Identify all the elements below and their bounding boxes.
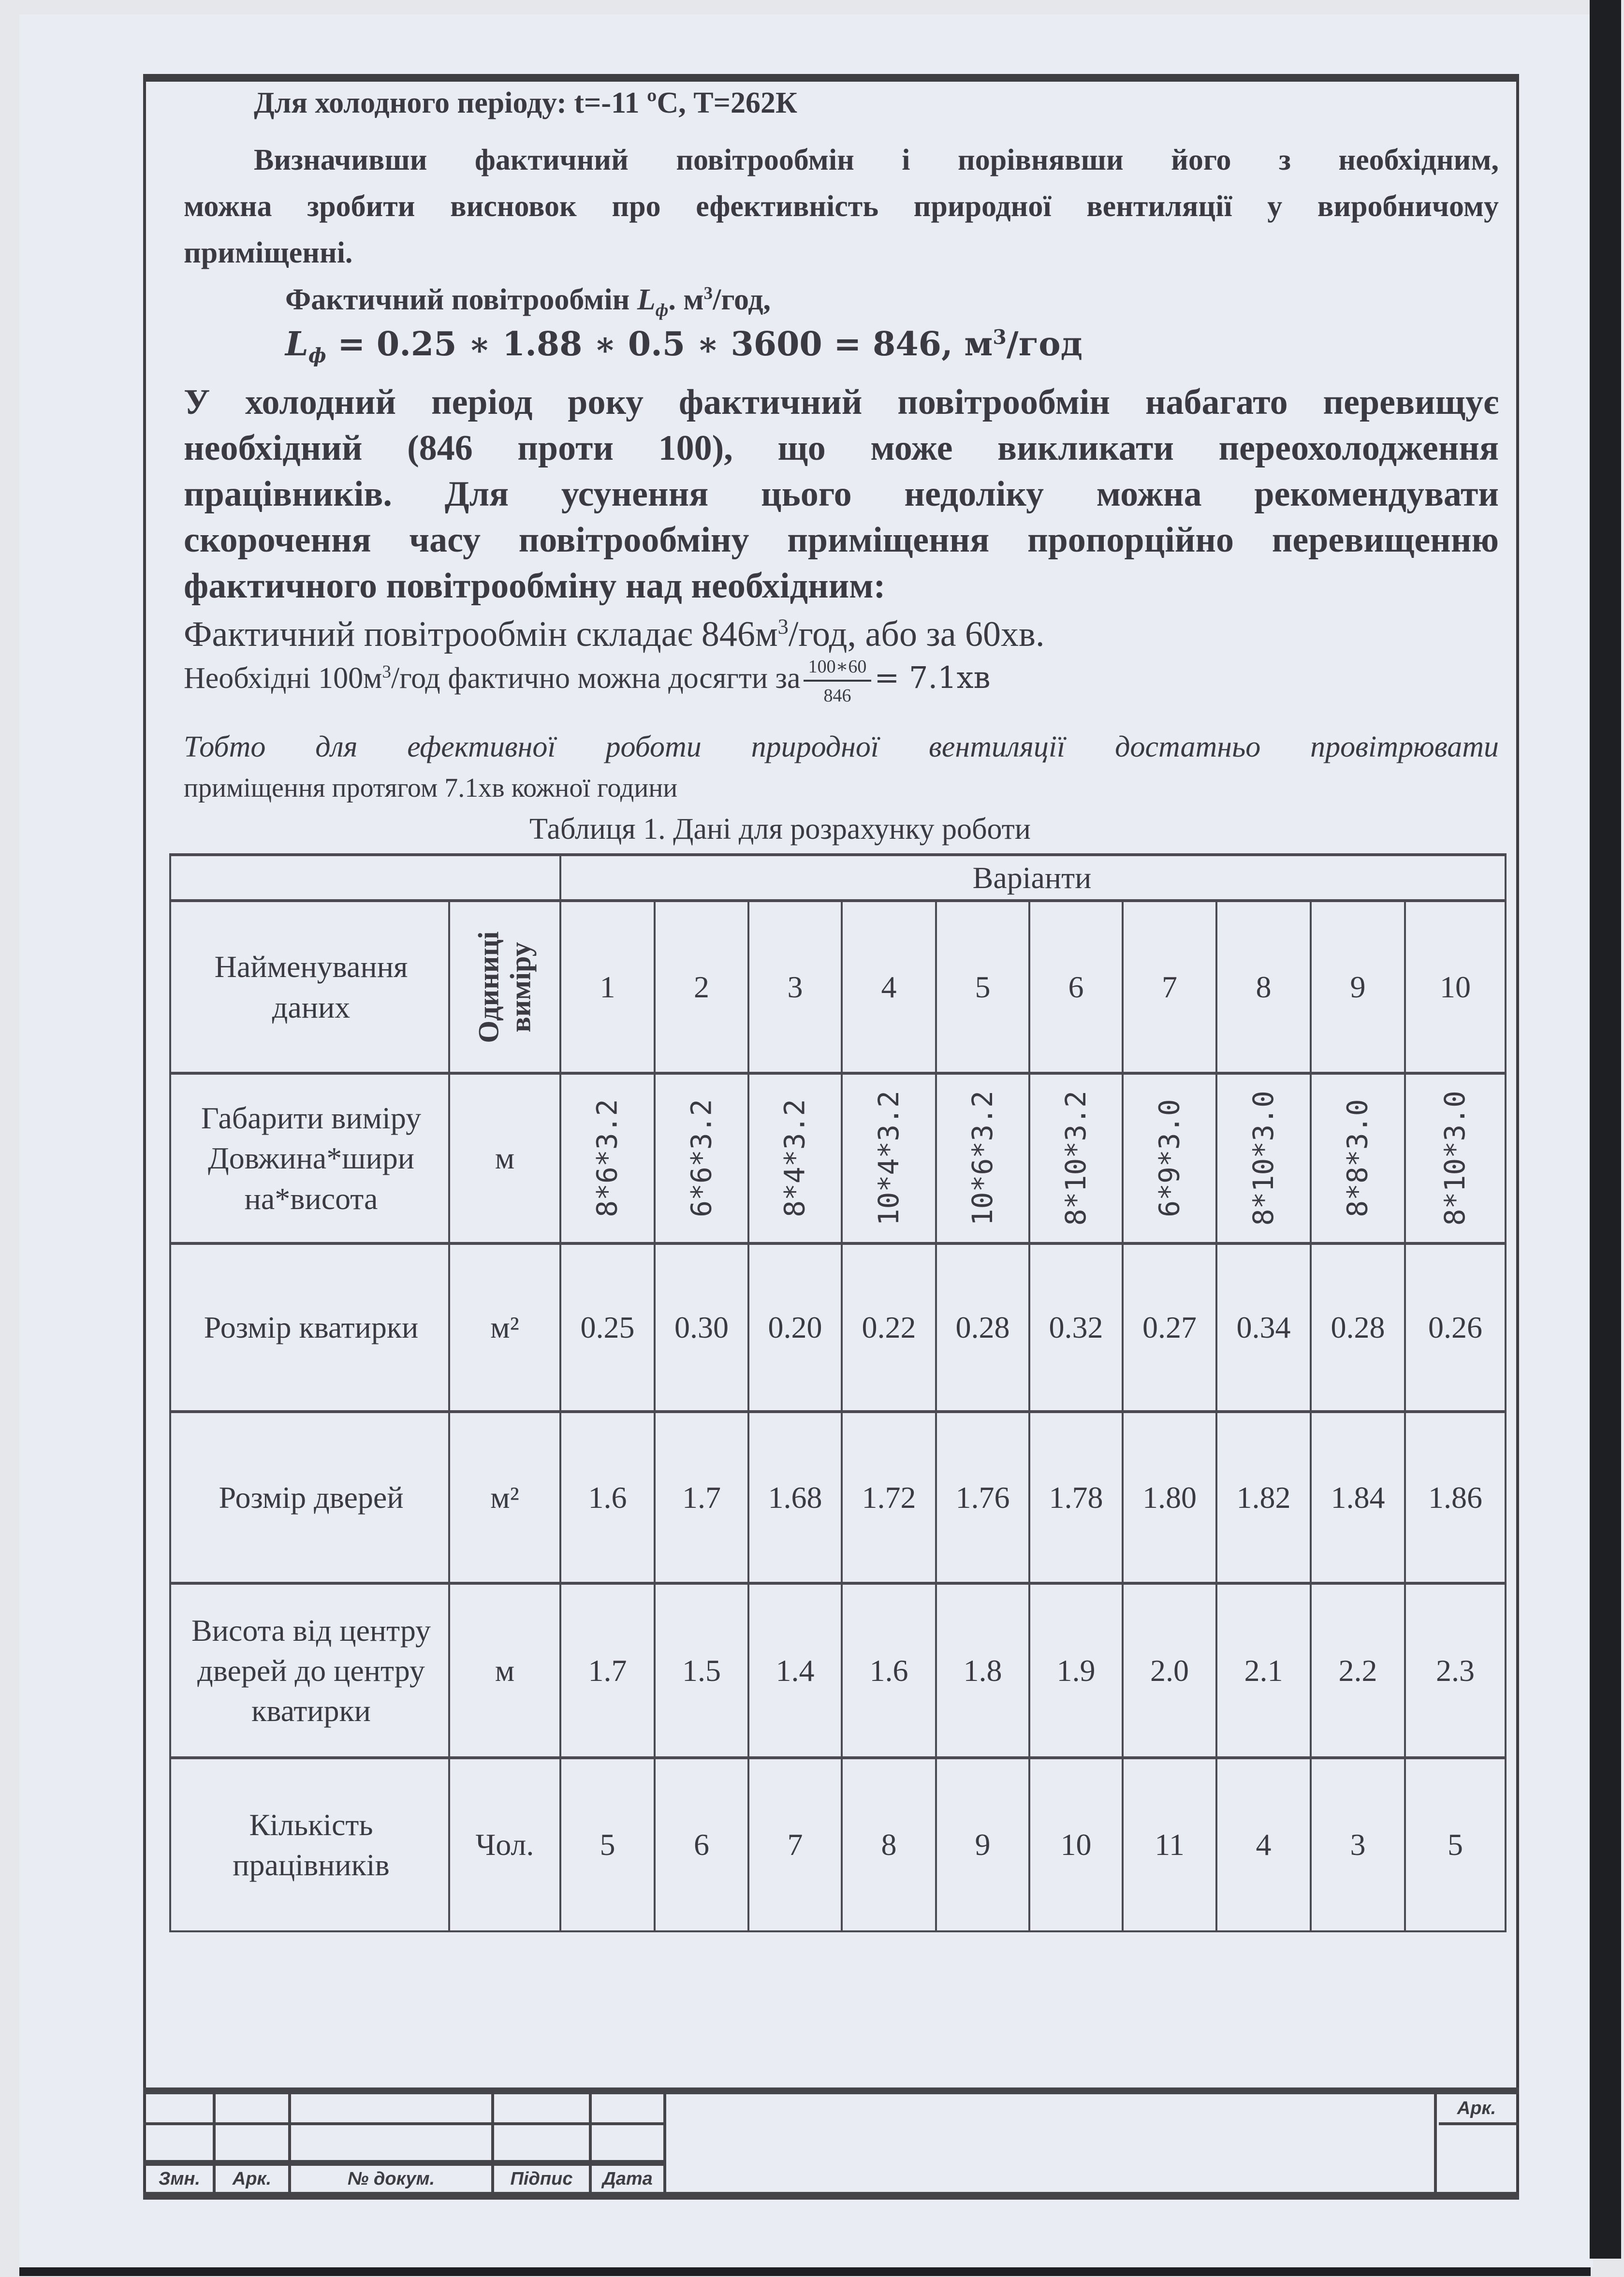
variant-header-cell: 9 [1350, 969, 1366, 1004]
value-cell: 1.86 [1428, 1480, 1482, 1515]
dimension-text: 8*10*3.2 [1059, 1091, 1092, 1226]
paragraph-line: Тобто для ефективної роботи природної вентиляції достатньо провітрювати [184, 730, 1499, 763]
scan-edge-bottom [19, 2267, 1591, 2276]
value-cell: 11 [1155, 1827, 1185, 1862]
value-cell [1124, 1075, 1215, 1242]
change-label: Змн. [158, 2168, 201, 2189]
date-label: Дата [602, 2168, 653, 2189]
dimension-text: 8*4*3.2 [778, 1099, 811, 1218]
value-cell: 10 [1060, 1827, 1092, 1862]
scan-edge-right [1590, 0, 1621, 2259]
dimension-text: 10*4*3.2 [872, 1091, 905, 1226]
title-block-top-rule [143, 2087, 1519, 2094]
row-unit-cell: м² [490, 1310, 519, 1345]
dimension-text: 8*6*3.2 [590, 1099, 624, 1218]
value-cell: 8 [881, 1827, 897, 1862]
required-exchange-statement: Необхідні $100м^3$/год фактично можна досягти за $\frac{100∗60}{846}$ = 7.1хв [184, 657, 991, 706]
unit-header [450, 902, 559, 1072]
value-cell: 2.2 [1338, 1653, 1377, 1688]
value-cell: 1.78 [1049, 1480, 1103, 1515]
title-block-bottom-rule [143, 2192, 1519, 2200]
value-cell [1217, 1075, 1310, 1242]
dimension-text: 8*8*3.0 [1341, 1099, 1374, 1218]
cold-period-line: Для холодного періоду: t=-11 ºС, Т=262К [254, 87, 797, 119]
value-cell: 0.26 [1428, 1310, 1482, 1345]
paragraph-line: приміщення протягом 7.1хв кожної години [184, 773, 678, 803]
value-cell [843, 1075, 935, 1242]
value-cell: 0.27 [1142, 1310, 1197, 1345]
variant-header-cell: 4 [881, 969, 897, 1004]
sheet-number-label: Арк. [1457, 2098, 1496, 2118]
value-cell: 4 [1256, 1827, 1272, 1862]
table-border-bottom [169, 1930, 1507, 1932]
value-cell: 1.76 [955, 1480, 1010, 1515]
value-cell [749, 1075, 841, 1242]
row-name-cell: Розмір кватирки [204, 1310, 419, 1345]
value-cell: 5 [600, 1827, 615, 1862]
row-unit-cell: м² [490, 1480, 519, 1515]
value-cell [656, 1075, 747, 1242]
paragraph-line: У холодний період року фактичний повітрообмін набагато перевищує [184, 382, 1499, 422]
value-cell [1312, 1075, 1404, 1242]
value-cell: 1.80 [1142, 1480, 1197, 1515]
title-block-rule [143, 2122, 666, 2125]
paragraph-line: працівників. Для усунення цього недоліку можна рекомендувати [184, 474, 1499, 514]
document-number-label: № докум. [347, 2168, 435, 2189]
table-border-right [1505, 853, 1507, 1932]
air-exchange-formula: $L_ф = 0.25$ ∗ 1.88 ∗ 0.5 ∗ 3600 = 846, $м^3$/год [285, 325, 1083, 367]
row-unit-cell: Чол. [475, 1827, 534, 1862]
dimension-text: 8*10*3.0 [1246, 1091, 1280, 1226]
value-cell: 1.68 [768, 1480, 822, 1515]
fraction: $\frac{100∗60}{846}$ [804, 657, 872, 705]
row-name-cell: Габарити виміру Довжина*шири на*висота [201, 1101, 422, 1216]
value-cell: 0.28 [955, 1310, 1010, 1345]
value-cell: 1.9 [1056, 1653, 1096, 1688]
dimension-text: 8*10*3.0 [1438, 1091, 1472, 1226]
value-cell: 0.34 [1236, 1310, 1291, 1345]
unit-header-text: Одиниці виміру [473, 931, 537, 1043]
value-cell: 0.28 [1331, 1310, 1385, 1345]
table-border-left [169, 853, 171, 1932]
row-unit-cell: м [495, 1653, 515, 1688]
paragraph-line: можна зробити висновок про ефективність природної вентиляції у виробничому [184, 190, 1499, 223]
dimension-text: 6*9*3.0 [1153, 1099, 1186, 1218]
value-cell: 1.72 [862, 1480, 916, 1515]
variant-header-cell: 2 [694, 969, 709, 1004]
variant-header-cell: 6 [1068, 969, 1084, 1004]
value-cell: 1.8 [963, 1653, 1002, 1688]
row-name-cell: Кількість працівників [233, 1807, 390, 1882]
value-cell: 9 [975, 1827, 991, 1862]
value-cell: 3 [1350, 1827, 1366, 1862]
row-name-cell: Розмір дверей [219, 1480, 404, 1515]
value-cell [561, 1075, 654, 1242]
sheet-label: Арк. [232, 2168, 272, 2189]
title-block-col [663, 2087, 666, 2200]
row-unit-cell: м [495, 1141, 515, 1176]
table-caption: Таблиця 1. Дані для розрахунку роботи [529, 813, 1031, 846]
value-cell [937, 1075, 1028, 1242]
value-cell: 1.84 [1331, 1480, 1385, 1515]
paragraph-line: необхідний (846 проти 100), що може викликати переохолодження [184, 428, 1499, 468]
value-cell: 2.3 [1436, 1653, 1475, 1688]
paragraph-line: приміщенні. [184, 236, 353, 269]
title-block-rule [143, 2160, 666, 2166]
variant-header-cell: 3 [787, 969, 803, 1004]
paragraph-line: скорочення часу повітрообміну приміщення пропорційно перевищенню [184, 520, 1499, 560]
title-block-rule [1439, 2122, 1519, 2125]
paragraph-line: фактичного повітрообміну над необхідним: [184, 566, 886, 606]
value-cell: 1.6 [588, 1480, 627, 1515]
value-cell: 1.7 [588, 1653, 627, 1688]
value-cell: 0.30 [674, 1310, 729, 1345]
value-cell: 0.25 [580, 1310, 635, 1345]
value-cell: 0.32 [1049, 1310, 1103, 1345]
value-cell: 2.0 [1150, 1653, 1189, 1688]
variant-header-cell: 10 [1440, 969, 1471, 1004]
value-cell: 1.82 [1236, 1480, 1291, 1515]
data-table [169, 853, 1507, 1932]
value-cell: 7 [787, 1827, 803, 1862]
variant-header-cell: 7 [1162, 969, 1177, 1004]
actual-air-exchange-label: Фактичний повітрообмін $L_ф$. $м^3$/год, [285, 283, 771, 321]
row-name-cell: Висота від центру дверей до центру кватирки [191, 1613, 431, 1728]
value-cell [1030, 1075, 1122, 1242]
value-cell: 0.22 [862, 1310, 916, 1345]
variant-header-cell: 1 [600, 969, 615, 1004]
variant-header-cell: 5 [975, 969, 991, 1004]
value-cell: 1.4 [775, 1653, 815, 1688]
value-cell: 2.1 [1244, 1653, 1283, 1688]
name-header: Найменування даних [214, 949, 408, 1024]
actual-exchange-statement: Фактичний повітрообмін складає $846м^3$/год, або за 60хв. [184, 614, 1045, 654]
dimension-text: 10*6*3.2 [966, 1091, 999, 1226]
value-cell: 6 [694, 1827, 709, 1862]
variants-header: Варіанти [972, 860, 1092, 895]
value-cell: 1.6 [869, 1653, 908, 1688]
value-cell: 1.5 [682, 1653, 721, 1688]
value-cell: 0.20 [768, 1310, 822, 1345]
variant-header-cell: 8 [1256, 969, 1272, 1004]
signature-label: Підпис [510, 2168, 573, 2189]
value-cell: 1.7 [682, 1480, 721, 1515]
value-cell: 5 [1448, 1827, 1463, 1862]
dimension-text: 6*6*3.2 [685, 1099, 718, 1218]
paragraph-line: Визначивши фактичний повітрообмін і порівнявши його з необхідним, [254, 144, 1499, 176]
value-cell [1406, 1075, 1505, 1242]
